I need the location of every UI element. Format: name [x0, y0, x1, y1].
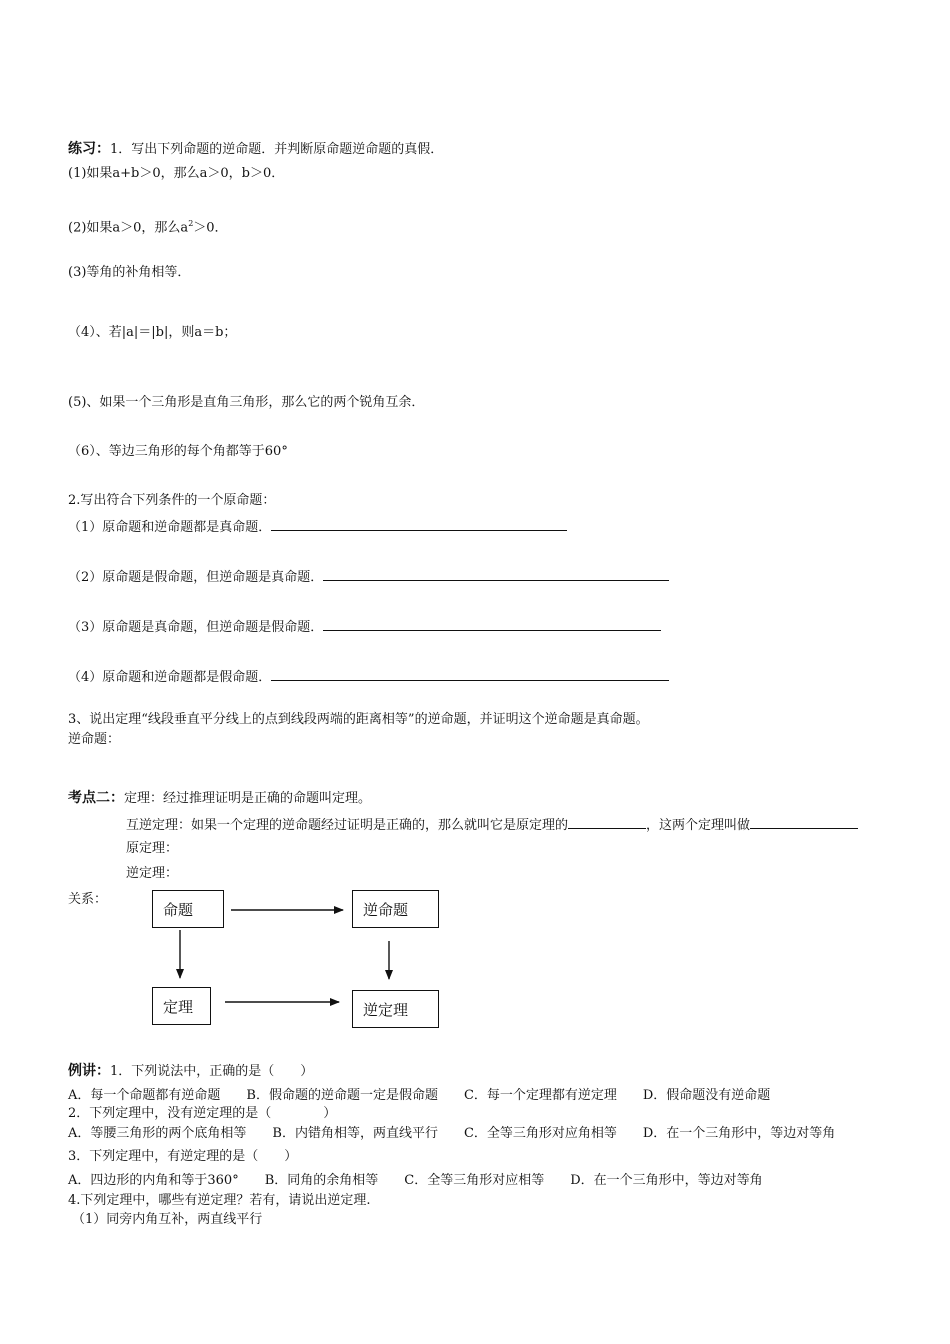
practice-item-2-exponent: 2	[188, 219, 194, 228]
box-inverse-theorem: 逆定理	[352, 990, 439, 1028]
practice-q2-item-2-text: （2）原命题是假命题，但逆命题是真命题．	[68, 570, 324, 585]
practice-item-1: (1)如果a+b＞0，那么a＞0，b＞0．	[68, 166, 285, 181]
practice-q1: 1．写出下列命题的逆命题．并判断原命题逆命题的真假．	[110, 142, 444, 157]
kaodian-mutual-text-b: ，这两个定理叫做	[646, 818, 751, 833]
practice-q3-answer-label: 逆命题：	[68, 732, 121, 747]
examples-q2-options: A．等腰三角形的两个底角相等 B．内错角相等，两直线平行 C．全等三角形对应角相等 D．在一个三角形中，等边对等角	[68, 1126, 836, 1141]
box-inverse-proposition: 逆命题	[352, 890, 439, 928]
practice-label: 练习：	[68, 141, 110, 157]
examples-q4: 4.下列定理中，哪些有逆定理？若有，请说出逆定理.	[68, 1193, 371, 1208]
practice-q2-item-1-text: （1）原命题和逆命题都是真命题．	[68, 520, 272, 535]
practice-item-2-tail: ＞0．	[193, 220, 228, 236]
relation-label: 关系：	[68, 892, 108, 907]
examples-label: 例讲：	[68, 1063, 110, 1079]
examples-heading	[68, 1063, 313, 1080]
examples-q3: 3．下列定理中，有逆定理的是（ ）	[68, 1149, 298, 1164]
examples-q3-options: A．四边形的内角和等于360° B．同角的余角相等 C．全等三角形对应相等 D．在一个三角形中，等边对等角	[68, 1173, 763, 1188]
practice-q2: 2.写出符合下列条件的一个原命题：	[68, 493, 276, 508]
practice-item-3: (3)等角的补角相等．	[68, 265, 191, 280]
practice-q2-item-3-text: （3）原命题是真命题，但逆命题是假命题．	[68, 620, 324, 635]
box-proposition: 命题	[152, 890, 224, 928]
practice-item-5: (5)、如果一个三角形是直角三角形，那么它的两个锐角互余．	[68, 395, 425, 410]
box-theorem: 定理	[152, 987, 211, 1025]
examples-q1-options: A．每一个命题都有逆命题 B．假命题的逆命题一定是假命题 C．每一个定理都有逆定理 D．假命题没有逆命题	[68, 1088, 771, 1103]
kaodian-original: 原定理：	[126, 841, 179, 856]
kaodian-definition: 定理：经过推理证明是正确的命题叫定理。	[124, 791, 372, 806]
practice-item-4: （4）、若|a|＝|b|，则a＝b；	[68, 325, 237, 340]
examples-q2: 2．下列定理中，没有逆定理的是（ ）	[68, 1106, 337, 1121]
practice-item-2-text: (2)如果a＞0，那么a	[68, 220, 189, 236]
practice-item-6: （6）、等边三角形的每个角都等于60°	[68, 444, 288, 459]
kaodian-inverse: 逆定理：	[126, 866, 179, 881]
practice-q2-item-4-text: （4）原命题和逆命题都是假命题．	[68, 670, 272, 685]
kaodian-mutual-text-a: 互逆定理：如果一个定理的逆命题经过证明是正确的，那么就叫它是原定理的	[126, 818, 569, 833]
practice-q3: 3、说出定理“线段垂直平分线上的点到线段两端的距离相等”的逆命题，并证明这个逆命题是真命题。	[68, 712, 649, 727]
examples-q4-item-1: （1）同旁内角互补，两直线平行	[72, 1212, 263, 1227]
kaodian-label: 考点二：	[68, 790, 124, 806]
examples-q1: 1．下列说法中，正确的是（ ）	[110, 1064, 314, 1079]
